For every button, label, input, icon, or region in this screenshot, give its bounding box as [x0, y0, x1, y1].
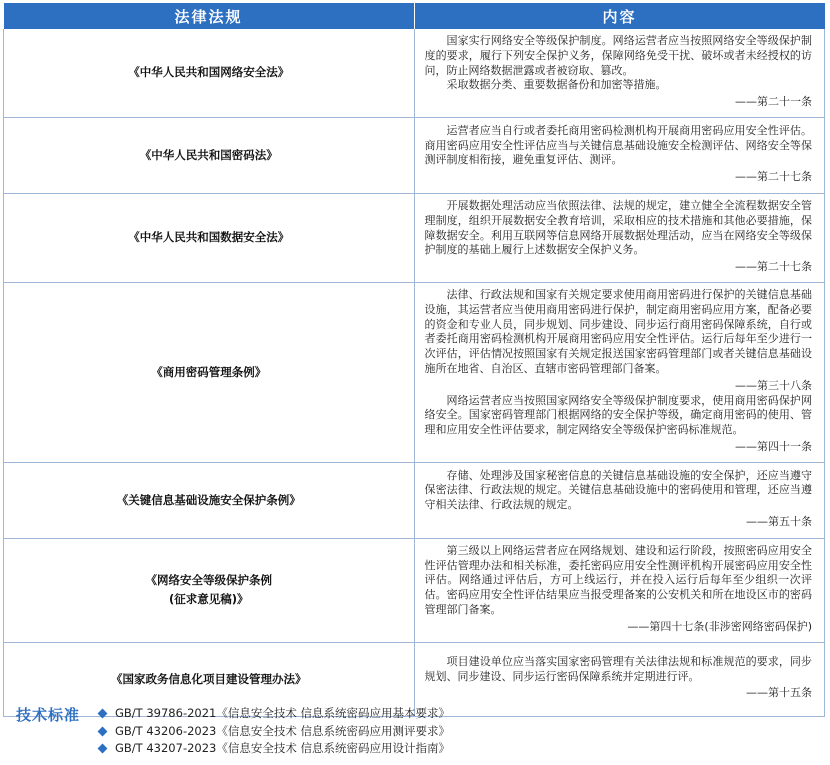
content-paragraph: 开展数据处理活动应当依照法律、法规的规定，建立健全全流程数据安全管理制度，组织开展数据安全教育培训，采取相应的技术措施和其他必要措施，保障数据安全。利用互联网等信息网络开展数据处理活动，应当在网络安全等级保护制度的基础上履行上述数据安全保护义务。: [424, 198, 812, 257]
law-table-body: [4, 29, 825, 716]
article-ref: ——第二十七条: [735, 170, 812, 184]
table-row: [4, 29, 825, 117]
content-paragraph: 第三级以上网络运营者应在网络规划、建设和运行阶段，按照密码应用安全性评估管理办法和相关标准，委托密码应用安全性测评机构开展密码应用安全性评估。网络通过评估后，方可上线运行，并在投入运行后每年至少组织一次评估。密码应用安全性评估结果应当报受理备案的公安机关和所在地设区市的密码管理部门备案。: [424, 543, 812, 616]
header-content: 内容: [414, 3, 825, 29]
content-cell: [414, 193, 825, 282]
content-cell: [414, 29, 825, 117]
law-name: 《网络安全等级保护条例: [145, 573, 272, 588]
law-name-cell: [4, 193, 415, 282]
standard-text: GB/T 43207-2023《信息安全技术 信息系统密码应用设计指南》: [115, 741, 451, 755]
article-ref: ——第二十七条: [735, 260, 812, 274]
table-row: [4, 462, 825, 538]
article-ref: ——第二十一条: [735, 95, 812, 109]
law-name: (征求意见稿)》: [168, 592, 249, 607]
law-name: 《中华人民共和国密码法》: [139, 147, 278, 162]
list-item: [97, 705, 450, 723]
law-name-cell: [4, 29, 415, 117]
diamond-bullet-icon: [98, 744, 108, 754]
content-cell: [414, 462, 825, 538]
content-paragraph: 法律、行政法规和国家有关规定要求使用商用密码进行保护的关键信息基础设施，其运营者应当使用商用密码进行保护，制定商用密码应用方案，配备必要的资金和专业人员，同步规划、同步建设、同步运行商用密码保障系统，自行或者委托商用密码检测机构开展商用密码应用安全性评估。运行后每年至少进行一次评估，评估情况按照国家有关规定报送国家密码管理部门或者关键信息基础设施所在地省、自治区、直辖市密码管理部门备案。: [424, 287, 812, 375]
diamond-bullet-icon: [98, 726, 108, 736]
law-name-cell: [4, 538, 415, 642]
standard-text: GB/T 43206-2023《信息安全技术 信息系统密码应用测评要求》: [115, 723, 451, 738]
article-ref: ——第五十条: [746, 515, 812, 529]
law-name: 《中华人民共和国网络安全法》: [128, 65, 290, 80]
article-ref: ——第三十八条: [735, 378, 812, 392]
content-cell: [414, 117, 825, 193]
table-header-row: [4, 3, 825, 29]
content-cell: [414, 538, 825, 642]
table-row: [4, 538, 825, 642]
law-name: 《商用密码管理条例》: [151, 364, 267, 379]
content-paragraph: 项目建设单位应当落实国家密码管理有关法律法规和标准规范的要求，同步规划、同步建设、同步运行密码保障系统并定期进行评。: [424, 654, 812, 683]
list-item: [97, 740, 450, 758]
diamond-bullet-icon: [98, 709, 108, 719]
law-name: 《国家政务信息化项目建设管理办法》: [111, 671, 307, 686]
content-paragraph: 存储、处理涉及国家秘密信息的关键信息基础设施的安全保护，还应当遵守保密法律、行政法规的规定。关键信息基础设施中的密码使用和管理，还应当遵守相关法律、行政法规的规定。: [424, 468, 812, 512]
content-paragraph: 网络运营者应当按照国家网络安全等级保护制度要求，使用商用密码保护网络安全。国家密码管理部门根据网络的安全保护等级，确定商用密码的使用、管理和应用安全性评估要求，制定网络安全等级保护密码标准规范。: [424, 393, 812, 437]
law-name: 《关键信息基础设施安全保护条例》: [116, 492, 301, 507]
content-cell: [414, 282, 825, 462]
header-law: 法律法规: [4, 3, 415, 29]
law-table: [3, 3, 825, 717]
standards-title: 技术标准: [16, 706, 81, 724]
table-row: [4, 282, 825, 462]
article-ref: ——第四十一条: [735, 439, 812, 453]
list-item: [97, 723, 450, 741]
content-paragraph: 运营者应当自行或者委托商用密码检测机构开展商用密码应用安全性评估。商用密码应用安全性评估应当与关键信息基础设施安全检测评估、网络安全等保测评制度相衔接，避免重复评估、测评。: [424, 123, 812, 167]
article-ref: ——第十五条: [746, 686, 812, 700]
content-cell: [414, 642, 825, 716]
content-paragraph: 国家实行网络安全等级保护制度。网络运营者应当按照网络安全等级保护制度的要求，履行下列安全保护义务，保障网络免受干扰、破坏或者未经授权的访问，防止网络数据泄露或者被窃取、篡改。: [424, 34, 812, 77]
law-name-cell: [4, 462, 415, 538]
law-name: 《中华人民共和国数据安全法》: [128, 230, 290, 245]
law-name-cell: [4, 282, 415, 462]
standard-text: GB/T 39786-2021《信息安全技术 信息系统密码应用基本要求》: [115, 706, 451, 720]
standards-list: [97, 705, 450, 758]
article-ref: ——第四十七条(非涉密网络密码保护): [627, 619, 812, 633]
content-paragraph: 采取数据分类、重要数据备份和加密等措施。: [446, 78, 667, 92]
law-name-cell: [4, 117, 415, 193]
table-row: [4, 117, 825, 193]
table-row: [4, 193, 825, 282]
